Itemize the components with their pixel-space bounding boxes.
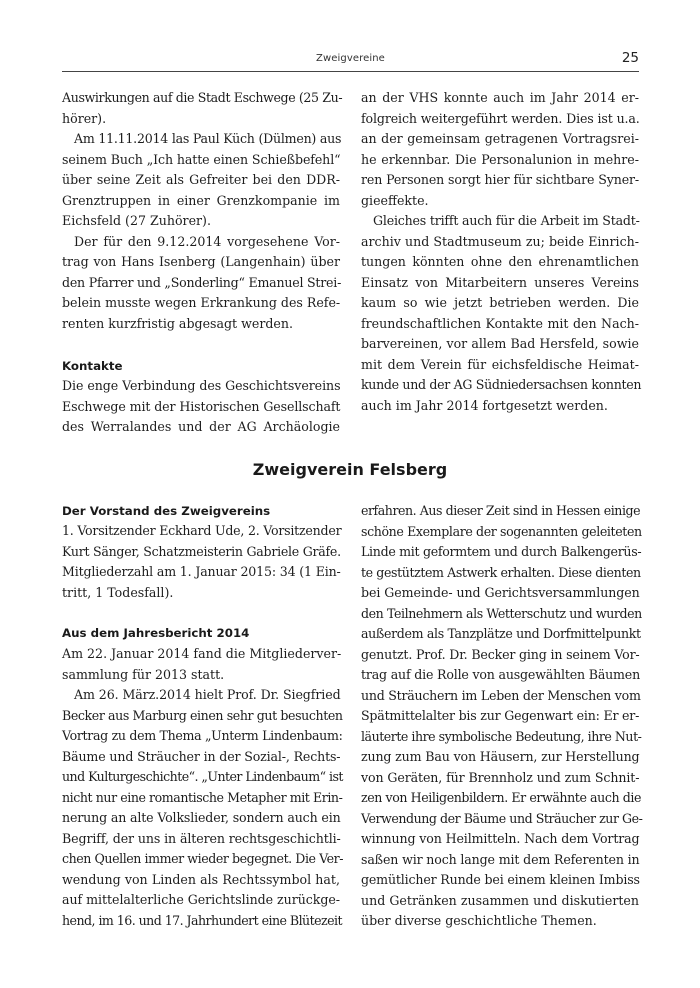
text-line: den Teilnehmern als Wetterschutz und wurden bbox=[361, 605, 642, 621]
text-line: nicht nur eine romantische Metapher mit Erin- bbox=[62, 789, 343, 805]
text-line: tungen könnten ohne den ehrenamtlichen bbox=[361, 254, 639, 269]
text-line: Am 11.11.2014 las Paul Küch (Dülmen) aus bbox=[74, 131, 342, 146]
text-line: Gleiches trifft auch für die Arbeit im Stadt- bbox=[373, 213, 640, 228]
text-line: Auswirkungen auf die Stadt Eschwege (25 Zu- bbox=[62, 90, 343, 105]
text-line: läuterte ihre symbolische Bedeutung, ihre Nut- bbox=[361, 728, 642, 744]
text-line: über diverse geschichtliche Themen. bbox=[361, 913, 597, 928]
text-line: Am 22. Januar 2014 fand die Mitgliederver- bbox=[62, 646, 342, 661]
text-line: Spätmittelalter bis zur Gegenwart ein: Er er- bbox=[361, 708, 640, 723]
text-line: Eichsfeld (27 Zuhörer). bbox=[62, 213, 211, 228]
text-line: folgreich weitergeführt werden. Dies ist u.a. bbox=[361, 110, 640, 126]
text-line: barvereinen, vor allem Bad Hersfeld, sowie bbox=[361, 336, 639, 351]
text-line: und Kulturgeschichte“. „Unter Lindenbaum“ ist bbox=[62, 769, 343, 784]
text-line: hörer). bbox=[62, 110, 107, 126]
text-line: an der VHS konnte auch im Jahr 2014 er- bbox=[361, 90, 639, 105]
text-line: und Getränken zusammen und diskutierten bbox=[361, 892, 639, 908]
text-line: tritt, 1 Todesfall). bbox=[62, 584, 174, 600]
text-line: chen Quellen immer wieder begegnet. Die Ver- bbox=[62, 851, 344, 866]
text-line: Grenztruppen in einer Grenzkompanie im bbox=[62, 192, 340, 208]
running-head-title: Zweigvereine bbox=[316, 53, 385, 64]
text-line: Becker aus Marburg einen sehr gut besuchten bbox=[62, 707, 343, 723]
text-line: Linde mit geformtem und durch Balkengerüs- bbox=[361, 544, 642, 559]
text-line: Eschwege mit der Historischen Gesellschaft bbox=[62, 398, 341, 414]
text-line: bei Gemeinde- und Gerichtsversammlungen bbox=[361, 585, 640, 600]
text-line: ren Personen sorgt hier für sichtbare Syner- bbox=[361, 172, 640, 187]
text-line: über seine Zeit als Gefreiter bei den DDR- bbox=[62, 172, 340, 187]
text-line: den Pfarrer und „Sonderling“ Emanuel Strei- bbox=[62, 274, 342, 290]
text-line: außerdem als Tanzplätze und Dorfmittelpunkt bbox=[361, 626, 641, 641]
text-line: Einsatz von Mitarbeitern unseres Vereins bbox=[361, 274, 639, 290]
running-head bbox=[62, 50, 639, 70]
text-line: an der gemeinsam getragenen Vortragsrei- bbox=[361, 131, 639, 146]
text-line: 1. Vorsitzender Eckhard Ude, 2. Vorsitzender bbox=[62, 523, 342, 538]
header-rule bbox=[62, 71, 639, 72]
text-line: gemütlicher Runde bei einem kleinen Imbiss bbox=[361, 872, 640, 887]
text-line: seinem Buch „Ich hatte einen Schießbefehl“ bbox=[62, 151, 341, 167]
text-line: archiv und Stadtmuseum zu; beide Einrich- bbox=[361, 233, 639, 249]
text-line: Vortrag zu dem Thema „Unterm Lindenbaum: bbox=[62, 728, 343, 743]
text-line: belein musste wegen Erkrankung des Refe- bbox=[62, 295, 341, 310]
text-line: gieeffekte. bbox=[361, 192, 429, 208]
text-line: hend, im 16. und 17. Jahrhundert eine Blütezeit bbox=[62, 912, 343, 928]
subheading-jahresbericht: Aus dem Jahresbericht 2014 bbox=[62, 626, 250, 640]
text-line: wendung von Linden als Rechtssymbol hat, bbox=[62, 871, 340, 887]
text-line: zen von Heiligenbildern. Er erwähnte auch die bbox=[361, 790, 642, 805]
text-line: auch im Jahr 2014 fortgesetzt werden. bbox=[361, 397, 608, 413]
text-line: winnung von Heilmitteln. Nach dem Vortrag bbox=[361, 831, 640, 846]
text-line: mit dem Verein für eichsfeldische Heimat- bbox=[361, 356, 639, 372]
text-line: trag von Hans Isenberg (Langenhain) über bbox=[62, 254, 340, 269]
text-line: auf mittelalterliche Gerichtslinde zurückge- bbox=[62, 892, 340, 907]
text-line: sammlung für 2013 statt. bbox=[62, 666, 225, 682]
text-line: und Sträuchern im Leben der Menschen vom bbox=[361, 687, 641, 703]
text-line: Der für den 9.12.2014 vorgesehene Vor- bbox=[74, 233, 340, 249]
text-line: des Werralandes und der AG Archäologie bbox=[62, 419, 340, 434]
text-line: Die enge Verbindung des Geschichtsvereins bbox=[62, 378, 341, 393]
text-line: nerung an alte Volkslieder, sondern auch ein bbox=[62, 810, 341, 825]
text-line: Begriff, der uns in älteren rechtsgeschichtli- bbox=[62, 830, 341, 846]
text-line: von Geräten, für Brennholz und zum Schnit- bbox=[361, 769, 640, 785]
text-line: Bäume und Sträucher in der Sozial-, Rechts- bbox=[62, 748, 341, 764]
text-line: saßen wir noch lange mit dem Referenten in bbox=[361, 851, 640, 867]
text-line: Mitgliederzahl am 1. Januar 2015: 34 (1 Ein- bbox=[62, 564, 341, 579]
section-title: Zweigverein Felsberg bbox=[252, 460, 448, 479]
text-line: te gestütztem Astwerk erhalten. Diese dienten bbox=[361, 564, 641, 580]
text-line: zung zum Bau von Häusern, zur Herstellung bbox=[361, 749, 640, 764]
text-line: renten kurzfristig abgesagt werden. bbox=[62, 315, 293, 331]
text-line: Am 26. März.2014 hielt Prof. Dr. Siegfried bbox=[74, 687, 341, 702]
text-line: trag auf die Rolle von ausgewählten Bäumen bbox=[361, 667, 640, 682]
text-line: Verwendung der Bäume und Sträucher zur Ge- bbox=[361, 810, 643, 826]
text-line: genutzt. Prof. Dr. Becker ging in seinem Vor- bbox=[361, 646, 640, 662]
text-line: Kurt Sänger, Schatzmeisterin Gabriele Gräfe. bbox=[62, 543, 341, 559]
text-line: he erkennbar. Die Personalunion in mehre- bbox=[361, 151, 639, 167]
page-number: 25 bbox=[621, 50, 639, 66]
text-line: erfahren. Aus dieser Zeit sind in Hessen einige bbox=[361, 503, 641, 518]
text-line: kaum so wie jetzt betrieben werden. Die bbox=[361, 295, 639, 310]
subheading-vorstand: Der Vorstand des Zweigvereins bbox=[62, 504, 271, 518]
text-line: freundschaftlichen Kontakte mit den Nach- bbox=[361, 315, 639, 331]
text-line: kunde und der AG Südniedersachsen konnten bbox=[361, 377, 642, 392]
text-line: schöne Exemplare der sogenannten geleiteten bbox=[361, 523, 642, 539]
subheading-kontakte: Kontakte bbox=[62, 359, 123, 373]
